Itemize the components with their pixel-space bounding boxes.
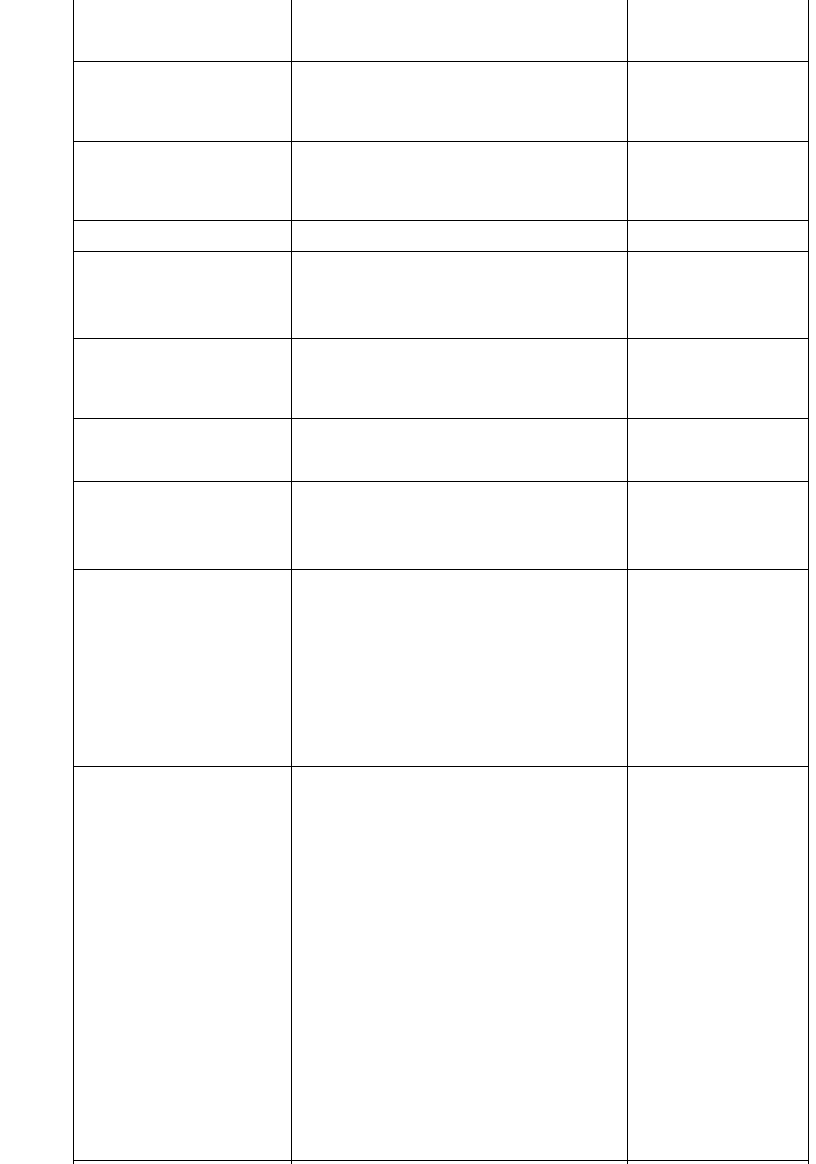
table-row bbox=[73, 569, 809, 766]
table-row bbox=[73, 251, 809, 338]
table-row bbox=[73, 338, 809, 418]
table-row bbox=[73, 0, 809, 61]
table-row bbox=[73, 481, 809, 569]
table-row bbox=[73, 418, 809, 481]
table-row bbox=[73, 766, 809, 1160]
table-row bbox=[73, 61, 809, 141]
table-row bbox=[73, 220, 809, 251]
table-border-bottom bbox=[73, 1160, 809, 1161]
table-row bbox=[73, 141, 809, 220]
